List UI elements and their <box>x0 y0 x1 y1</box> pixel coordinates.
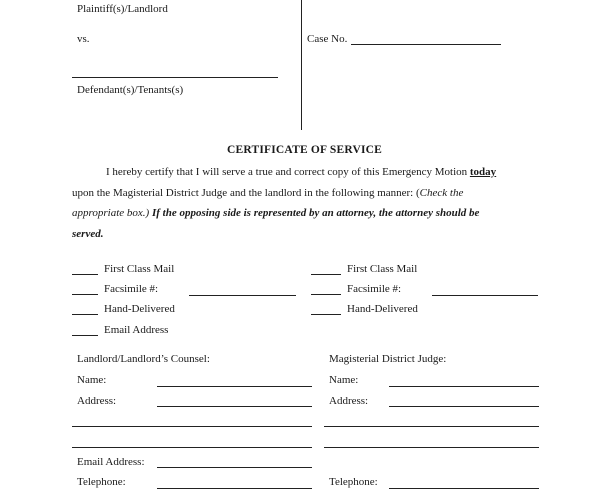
landlord-email-field[interactable] <box>157 467 312 468</box>
defendant-name-line[interactable] <box>72 77 278 78</box>
checkbox-first-class-left[interactable] <box>72 274 98 275</box>
judge-heading: Magisterial District Judge: <box>329 353 447 365</box>
facsimile-number-right[interactable] <box>432 295 538 296</box>
defendant-label: Defendant(s)/Tenants(s) <box>77 84 184 96</box>
judge-address-field-1[interactable] <box>389 406 539 407</box>
facsimile-label-left: Facsimile #: <box>104 283 159 295</box>
certificate-line-1 <box>106 166 496 178</box>
landlord-email-label: Email Address: <box>77 456 145 468</box>
judge-name-field[interactable] <box>389 386 539 387</box>
judge-address-field-3[interactable] <box>324 447 539 448</box>
landlord-name-field[interactable] <box>157 386 312 387</box>
email-label-left: Email Address <box>104 324 169 336</box>
landlord-address-label: Address: <box>77 395 117 407</box>
first-class-label-right: First Class Mail <box>347 263 418 275</box>
facsimile-label-right: Facsimile #: <box>347 283 402 295</box>
judge-address-label: Address: <box>329 395 369 407</box>
landlord-telephone-label: Telephone: <box>77 476 126 488</box>
checkbox-facsimile-right[interactable] <box>311 294 341 295</box>
certificate-text: upon the Magisterial District Judge and the landlord in the following manner: ( <box>72 187 420 199</box>
landlord-name-label: Name: <box>77 374 107 386</box>
case-no-field[interactable] <box>351 44 501 45</box>
today-emphasis: today <box>469 166 497 178</box>
attorney-note-end: served. <box>72 228 104 240</box>
certificate-line-3 <box>72 207 479 219</box>
judge-address-field-2[interactable] <box>324 426 539 427</box>
caption-divider <box>301 0 302 130</box>
checkbox-hand-delivered-right[interactable] <box>311 314 341 315</box>
checkbox-facsimile-left[interactable] <box>72 294 98 295</box>
landlord-address-field-2[interactable] <box>72 426 312 427</box>
plaintiff-label: Plaintiff(s)/Landlord <box>77 3 168 15</box>
attorney-note: If the opposing side is represented by an attorney, the attorney should be <box>149 207 480 219</box>
landlord-heading: Landlord/Landlord’s Counsel: <box>77 353 210 365</box>
case-no-label: Case No. <box>307 33 348 45</box>
landlord-address-field-3[interactable] <box>72 447 312 448</box>
facsimile-number-left[interactable] <box>189 295 296 296</box>
judge-telephone-field[interactable] <box>389 488 539 489</box>
checkbox-hand-delivered-left[interactable] <box>72 314 98 315</box>
certificate-line-2 <box>72 187 463 199</box>
judge-telephone-label: Telephone: <box>329 476 378 488</box>
landlord-address-field-1[interactable] <box>157 406 312 407</box>
check-instruction: Check the <box>419 187 464 199</box>
check-instruction-cont: appropriate box.) <box>72 207 150 219</box>
hand-delivered-label-right: Hand-Delivered <box>347 303 418 315</box>
first-class-label-left: First Class Mail <box>104 263 175 275</box>
certificate-text: I hereby certify that I will serve a true and correct copy of this Emergency Motion <box>106 166 470 178</box>
hand-delivered-label-left: Hand-Delivered <box>104 303 175 315</box>
landlord-telephone-field[interactable] <box>157 488 312 489</box>
judge-name-label: Name: <box>329 374 359 386</box>
checkbox-email-left[interactable] <box>72 335 98 336</box>
checkbox-first-class-right[interactable] <box>311 274 341 275</box>
vs-label: vs. <box>77 33 90 45</box>
certificate-title: CERTIFICATE OF SERVICE <box>227 144 383 156</box>
